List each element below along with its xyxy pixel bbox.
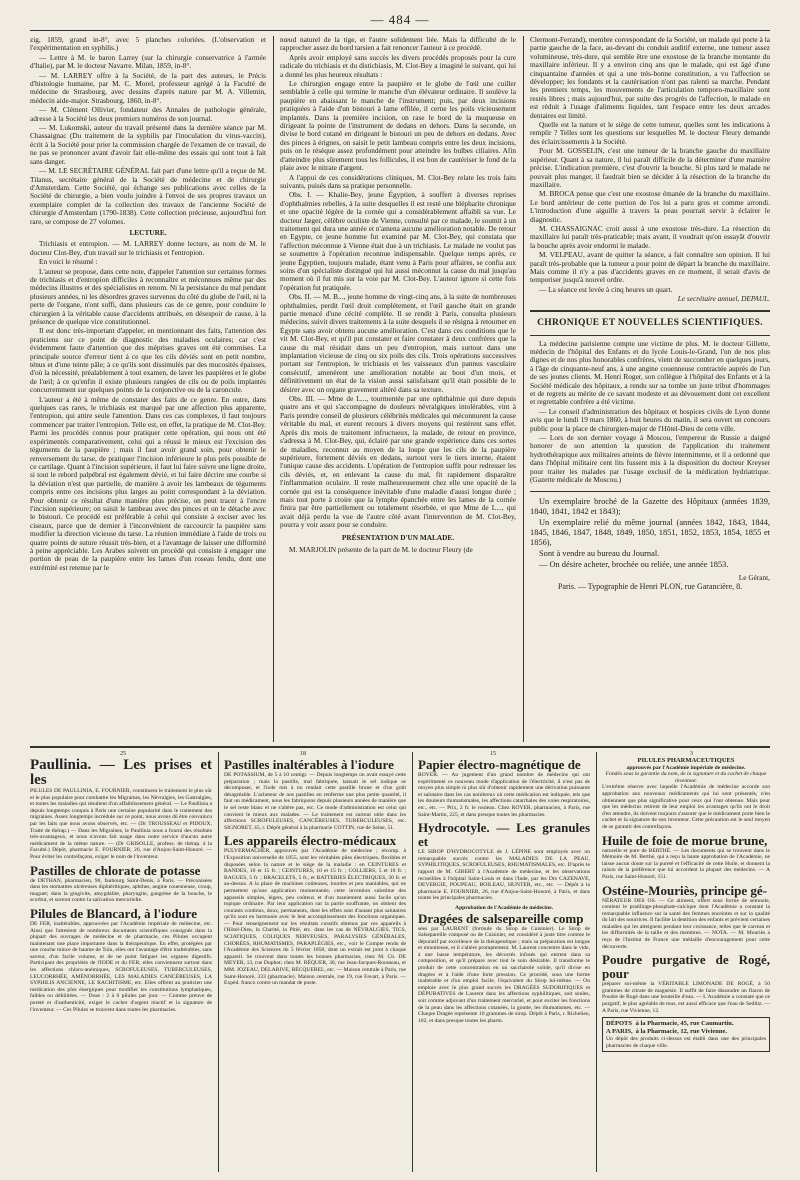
ad-pilules-blancard — [30, 907, 212, 1013]
ad-body: L'extrême réserve avec laquelle l'Académie de médecine accorde son approbation aux nouveaux médicaments qui lui sont présentés, n'en obtiennent que plus significative pour ceux qui l'ont obtenue. Mais pour que les médecins retirent de leur emploi les avantages qu'ils ont le droit d'en attendre, ils doivent toujours s'assurer que le médicament porte bien le cachet et la signature de son inventeur. Cette précaution est le seul moyen de se garantir des contrefaçons. — [602, 784, 770, 830]
paragraph: En voici le résumé : — [39, 257, 98, 267]
ad-title: Dragées de salsepareille comp — [418, 910, 584, 926]
depots-note: Un dépôt des produits ci-dessus est établi dans une des principales pharmacies de chaque ville. — [606, 1036, 766, 1049]
section-heading-presentation: PRÉSENTATION D'UN MALADE. — [341, 532, 455, 542]
ad-title: Ostéine-Mouriès, principe gé- — [602, 882, 767, 898]
ads-divider — [412, 752, 413, 1172]
ad-subhead: approuvés par l'Académie impériale de médecine. — [626, 764, 746, 771]
ads-top-rule — [30, 746, 770, 748]
ad-body: ROYER. — Au jugement d'un grand nombre de médecins qui ont expérimenté ce nouveau mode d'application de l'électricité, il n'est pas de moyen plus simple ni plus sûr d'obtenir rapidement une dérivation puissante et salutaire dans les cas nombreux où cette médication est indiquée, tels que les douleurs rhumatismales, les affections catarrhales des voies respiratoires, etc., etc. — Prix, 2 fr. le rouleau. Chez ROYER, pharmacien, à Paris, rue Saint-Martin, 225, et dans presque toutes les pharmacies. — [418, 772, 590, 818]
paragraph: — M. Clément Ollivier, fondateur des Annales de pathologie générale, adresse à la Société les deux premiers numéros de son journal. — [30, 105, 266, 123]
paragraph: Pour M. GOSSELIN, c'est une tumeur de la branche gauche du maxillaire supérieur. Quant à sa nature, il lui paraît difficile de la déterminer d'une manière précise. L'indication première, c'est d'ouvrir la bouche. Si plus tard le malade ne pouvait plus manger, il faudrait bien se décider à la résection de la branche du maxillaire. — [530, 146, 770, 189]
ad-title: Pilules de Blancard, à l'iodure — [30, 905, 197, 921]
ad-number: 3 — [690, 751, 693, 757]
ad-body: PILULES DE PAULLINIA, E. FOURNIER, constituent le traitement le plus sûr et le plus populaire pour combattre les Migraines, les Névralgies, les Gastralgies, et toutes les maladies qui résultent d'un affaiblissement général. — Le Paullinia a depuis longtemps conquis à Paris une certaine popularité dans le traitement des migraines. Assez longtemps incrédule sur ce point, nous avons dû être convaincu par les faits que nous avons observés, etc. — (Dr TROUSSEAU et PIDOUX, Traité de thérap.) — Dans les Migraines, le Paullinia nous a fourni des résultats très-avantageux, et nous n'avons fait usage dans notre service d'aucun autre médicament de la même nature. — (Dr GRISOLLE, profess. de thérap. à la Faculté.) Dépôt, pharmacie E. FOURNIER, 26, rue d'Anjou-Saint-Honoré. — Pour éviter les contrefaçons, exiger le nom de l'inventeur. — [30, 788, 212, 860]
ads-divider — [596, 752, 597, 1172]
ad-huile-foie-morue — [602, 834, 770, 881]
ad-number: 18 — [300, 751, 306, 757]
paragraph: Obs. I. — Khalie-Bey, jeune Égyptien, à souffert à diverses reprises d'ophthalmies rebelles, à la suite desquelles il est resté une blépharite chronique et une opacité légère de la cornée qui a considérablement affaibli sa vue. Le docteur Jæger, célèbre oculiste de Vienne, consulté par ce malade, le soumit à un traitement qui dura une année et n'amena aucune amélioration notable. De retour en Egypte, ce jeune homme fut examiné par M. Clot-Bey, qui constata que l'affection méconnue à Vienne était due à un trichiasis. Le malade ne voulut pas se soumettre à l'opération reconnue indispensable. Quelque temps après, ce jeune Égyptien, toujours malade, étant venu à Paris pour affaires, se confia aux soins d'un spécialiste distingué qui lui aussi méconnut la cause du mal jusqu'au moment où il fut mis sur la voie par M. Clot-Bey. L'auteur ignore si cette fois l'opération fut pratiquée. — [280, 190, 516, 292]
ad-number: 15 — [490, 751, 496, 757]
ad-subhead-2: Fondés sous la garantie du nom, de la signature et du cachet de chaque inventeur. — [605, 771, 767, 784]
column-right — [530, 36, 770, 742]
paragraph: Obs. III. — Mme de L..., tourmentée par une ophthalmie qui dure depuis quatre ans et qui s'accompagne de douleurs névralgiques intolérables, vint à Paris prendre conseil de plusieurs célébrités médicales qui méconnurent la cause véritable du mal, et eurent recours à divers moyens qui restèrent sans effet. Après dix mois de traitement infructueux, la malade, de retour en province, s'adressa à M. Clot-Bey, qui, éclairé par une grande expérience dans ces sortes de maladies, reconnut au moyen de la loupe que les cils de la paupière supérieure, fortement déviés en dedans, surtout vers le tiers interne, étaient l'unique cause des accidents. L'opération de l'entropion suffit pour redresser les cils déviés, et, en enlevant la cause du mal, fit rapidement disparaître l'inflammation oculaire. Il reste malheureusement chez elle une opacité de la cornée qui est la conséquence inévitable d'une maladie d'aussi longue durée ; mais tout porte à croire que la lymphe épanchée entre les lames de la cornée finira par être partiellement ou totalement résorbée, et que Mme de L..., qui avait déjà perdu la vue de l'autre côté avant l'intervention de M. Clot-Bey, pourra y voir assez pour se conduire. — [280, 394, 516, 530]
paragraph: — M. Lukomski, auteur du travail présenté dans la dernière séance par M. Chassaignac (Du traitement de la syphilis par l'inoculation du virus-vaccin), écrit à la Société pour prier la commission chargée de l'examen de ce travail, de ne pas se prononcer avant d'avoir fait elle-même des essais qui sont tout à fait sans danger. — [30, 123, 266, 166]
paragraph: Il est donc très-important d'appeler, en mentionnant des faits, l'attention des praticiens sur ce point de diagnostic des maladies oculaires; car c'est évidemment faute d'attention que des méprises graves ont été commises. La principale source d'erreur tient à ce que les cils déviés sont en petit nombre, ténus et d'une teinte pâle; à ce qu'ils sont dissimulés par des mucosités épaisses, d'où la nécessité, préalablement à tout examen, de laver les paupières et le globe de l'œil; à ce qu'enfin il existe plusieurs rangées de cils ou de poils implantés concurremment sur quelques points de la conjonctive ou de la caroncule. — [30, 326, 266, 395]
section-heading-lecture: LECTURE. — [129, 227, 167, 237]
ad-paullinia — [30, 758, 212, 861]
ads-divider — [218, 752, 219, 1172]
depot-line: à la Pharmacie, 45, rue Caumartin. — [635, 1020, 734, 1028]
ad-body: sées par LAURENT (formule du Sirop de Cuisinier). Le Sirop de Salsepareille composé ou de Cuisinier, est considéré à juste titre comme le dépuratif par excellence de la thérapeutique ; mais sa préparation est longue et minutieuse, et il s'altère promptement. M. Laurent concentre dans le vide, à une basse température, les décoctés infusés qui entrent dans sa composition, et qu'il prépare avec tout le soin désirable. Il transforme le produit de cette concentration en un saccharolé solide, qu'il divise en dragées et à l'aide d'une forte pression. Ce procédé, sous une forme inaltérable et d'un emploi facile, l'équivalent du Sirop lui-même. — On emploie avec le plus grand succès les DRAGÉES SUDORIFIQUES et DÉPURATIVES de Laurent dans les affections syphilitiques, soit seules, soit comme adjuvant d'un traitement mercuriel, et pour exciter les fonctions de la peau dans les affections cutanées, la goutte, les rhumatismes, etc. — Chaque Dragée représente 10 grammes de sirop. Dépôt à Paris, r. Richelieu, 102, et dans presque toutes les pharm. — [418, 925, 590, 1024]
depots-city: A PARIS, — [606, 1028, 633, 1036]
column-middle — [280, 36, 516, 742]
ad-pilules-pharmaceutiques — [602, 758, 770, 831]
ad-title: Pastilles inaltérables à l'iodure — [224, 758, 394, 772]
paragraph: Clermont-Ferrand), membre correspondant de la Société, un malade qui porte à la partie gauche de la face, au-devant du conduit auditif externe, une tumeur assez volumineuse, très-dure, qui semble être une exostose de la branche montante du maxillaire inférieur. Il y a environ cinq ans que le malade, qui est âgé d'une cinquantaine d'années et qui a une très-bonne constitution, a vu l'affection se développer; les fondants et la cautérisation n'ont pas ralenti sa marche. Pendant les premiers temps, les mouvements de l'articulation temporo-maxillaire sont restés libres ; mais aujourd'hui, par suite des progrès de l'affection, le malade en est réduit à l'usage d'aliments liquides, tant l'espace entre les deux arcades dentaires est limité. — [530, 36, 770, 120]
ad-hydrocotyle — [418, 821, 590, 902]
column-divider — [523, 36, 524, 742]
section-rule — [530, 335, 770, 336]
paragraph: Obs. II. — M. B..., jeune homme de vingt-cinq ans, à la suite de nombreuses ophthalmies, perdit l'œil droit complétement, et l'œil gauche était en grande partie menacé d'une cécité complète. Il se rendit à Paris, consulta plusieurs médecins, suivit divers traitements à la suite desquels il se résigna à retourner en Égypte sans avoir obtenu aucune amélioration. C'est dans ces conditions que le vit M. Clot-Bey, et qu'il put constater et faire constater à deux confrères que la cause du mal résidait dans un peu d'entropion, mais surtout dans une implantation vicieuse de cinq ou six poils des cils. Trois opérations successives portant sur l'entropion, le trichiasis et les vaisseaux d'un pannus vasculaire consécutif, amenèrent une amélioration notable au bout d'un mois, et définitivement un état de la vision aussi satisfaisant qu'il était possible de le désirer avec un organe gravement altéré dans sa texture. — [280, 292, 516, 394]
ad-poudre-roge — [602, 953, 770, 1014]
paragraph: La médecine parisienne compte une victime de plus. M. le docteur Gillette, médecin de l'hôpital des Enfants et du lycée Louis-le-Grand, l'un de nos plus dignes et de nos plus honorables confrères, vient de succomber en quelques jours, à l'âge de cinquante-neuf ans, à une angine couenneuse contractée auprès de l'un de ses jeunes clients. M. Henri Roger, son collègue à l'hôpital des Enfants et à la Société médicale des hôpitaux, a rendu sur sa tombe un juste tribut d'hommages et de regrets au mérite de ce savant modeste et au dévouement dont cet excellent et regrettable confrère a été victime. — [530, 338, 770, 407]
ad-title: Pastilles de chlorate de potasse — [30, 862, 201, 878]
ad-osteine — [602, 884, 770, 951]
paragraph: zig, 1859, grand in-8°, avec 5 planches coloriées. (L'observation et l'expérimentation en syphilis.) — [30, 36, 266, 53]
paragraph: M. MARJOLIN présente de la part de M. le docteur Fleury (de — [289, 544, 473, 554]
ad-body: NÉRATEUR DES OS. — Ce aliment, offert sous forme de semoule, contient le pratilinge-phosphate-calcique dont l'Académie a constaté la remarquable influence sur la santé des femmes enceintes et sur la qualité du lait des nourrices. Il facilite la dentition des enfants et prévient certaines maladies qui les atteignent pendant leur croissance, telles que le carreau et les difformités de la taille et des membres. — NOTA. — M. Mouriès a reçu de l'Institut de France une médaille d'encouragement pour cette découverte. — [602, 897, 770, 950]
header-rule — [30, 30, 770, 31]
ad-dragees — [418, 905, 590, 1025]
ads-column-1 — [30, 758, 212, 1180]
paragraph: — Lors de son dernier voyage à Moscou, l'empereur de Russie a daigné honorer de son attention la question de l'application du traitement hydrothérapique aux militaires atteints de fièvre intermittente, et il a ordonné que dans l'hôpital militaire cent lits fussent mis à la disposition du docteur Kreyser pour traiter les malades par l'usage exclusif de la médication hydriatrique. (Gazette médicale de Moscou.) — [530, 433, 770, 485]
ad-pastilles-iodure — [224, 758, 406, 831]
ad-title: Poudre purgative de Rogé, pour — [602, 952, 770, 982]
gerant-label: Le Gérant, — [738, 572, 770, 582]
ad-title: Hydrocotyle. — Les granules et — [418, 820, 590, 850]
paragraph: nœud naturel de la tige, et l'autre solidement liée. Mais la difficulté de le rapprocher assez du bord tarsien a fait renoncer l'auteur à ce procédé. — [280, 36, 516, 53]
ads-column-4 — [602, 758, 770, 1180]
ad-title: Papier électro-magnétique de — [418, 758, 581, 772]
ad-body: naturelle et pure de BERTHÉ. — Les documents qui se trouvent dans le Mémoire de M. Berthé, qui a reçu la haute approbation de l'Académie, ne laisse aucun doute sur la pureté et l'efficacité de cette Huile, et donnent la raison de la préférence que lui accordent la plupart des médecins. — A Paris, rue Saint-Honoré, 151. — [602, 847, 770, 880]
imprint: Paris. — Typographie de Henri PLON, rue Garancière, 8. — [557, 581, 743, 591]
column-left — [30, 36, 266, 742]
paragraph: M. VELPEAU, avant de quitter la séance, a fait connaître son opinion. Il lui paraît très-probable que la tumeur a pour point de départ la branche du maxillaire. Mais comme il n'y a pas d'accidents graves en ce moment, il serait d'avis de temporiser jusqu'à nouvel ordre. — [530, 250, 770, 285]
chronique-heading: CHRONIQUE ET NOUVELLES SCIENTIFIQUES. — [537, 317, 763, 328]
paragraph: Quelle est la nature et le siége de cette tumeur, quelles sont les indications à remplir ? Telles sont les questions sur lesquelles M. le docteur Fleury demande des éclaircissements à la Société. — [530, 120, 770, 146]
notice-paragraph: — On désire acheter, brochée ou reliée, une année 1853. — [539, 559, 729, 569]
paragraph: L'auteur se propose, dans cette note, d'appeler l'attention sur certaines formes de trichiasis et d'entropion difficiles à reconnaître et méconnues même par des médecins illustres et des spécialistes en renom. Ni la persistance du mal pendant plusieurs années, ni les désordres graves survenus du côté du globe de l'œil, ni la perte de l'organe, n'ont suffi, dans plusieurs cas de ce genre, pour conduire le chirurgien à la véritable cause d'accidents attribués, en désespoir de cause, à la présence de quelque vice constitutionnel. — [30, 266, 266, 326]
paragraph: — La séance est levée à cinq heures un quart. — [539, 284, 673, 294]
paragraph: Trichiasis et entropion. — M. LARREY donne lecture, au nom de M. le docteur Clot-Bey, d'un travail sur le trichiasis et l'entropion. — [30, 239, 266, 257]
ads-column-2 — [224, 758, 406, 1180]
column-divider — [273, 36, 274, 742]
signature: Le secrétaire annuel, DEPAUL. — [677, 294, 770, 304]
ad-appareils-electro — [224, 834, 406, 986]
notice-paragraph: Un exemplaire relié du même journal (années 1842, 1843, 1844, 1845, 1846, 1847, 1848, 1849, 1850, 1851, 1852, 1853, 1854, 1855 et 1856), — [530, 517, 770, 547]
ad-body: DE FER, inaltérables, approuvées par l'Académie impériale de médecine, etc. Ainsi que l'attestent de nombreux documents scientifiques consignés dans la plupart des ouvrages de médecine et de pharmacie, ces Pilules occupent maintenant une place importante dans la thérapeutique. En effet, protégées par une couche mince de baume de Tolu, elles ont l'avantage d'être inaltérables, sans saveur, d'un facile volume, et de ne point fatiguer les organes digestifs. Participant des propriétés de l'IODE et du FER, elles conviennent surtout dans les affections chloro-anémiques, SCROFULEUSES, TUBERCULEUSES, LEUCORRHÉE, AMÉNORRHÉE, LES MALADIES CANCÉREUSES, LA SYPHILIS ANCIENNE, LE RACHITISME, etc. Elles offrent au praticien une médication des plus énergiques pour modifier les constitutions lymphatiques, faibles ou débilitées. — Dose : 2 à 6 pilules par jour. — Comme preuve de pureté et d'authenticité, exiger le cachet d'argent réactif et la signature de l'inventeur. — Ces Pilules se trouvent dans toutes les pharmacies. — [30, 920, 212, 1013]
ad-body: préparer soi-même la VÉRITABLE LIMONADE DE ROGÉ, à 50 grammes de citrate de magnésie. Il suffit de faire dissoudre un flacon de Poudre de Rogé dans une bouteille d'eau. — L'Académie a constaté que ce purgatif, le plus agréable de tous, est aussi efficace que l'eau de Sedlitz. — A Paris, rue Vivienne, 12. — [602, 981, 770, 1014]
ad-approval-head: Approbation de l'Académie de médecine. — [455, 904, 553, 911]
paragraph: — M. LARREY offre à la Société, de la part des auteurs, le Précis d'histologie humaine, par M. C. Morel, professeur agrégé à la Faculté de médecine de Strasbourg, avec dessins d'après nature par M. A. Villemin, médecin aide-major. Strasbourg, 1860, in-8°. — [30, 70, 266, 105]
ad-title: Huile de foie de morue brune, — [602, 832, 768, 848]
paragraph: Après avoir employé sans succès les divers procédés proposés pour la cure radicale du trichiasis et du distichiasis, M. Clot-Bey a imaginé le suivant, qui lui a donné les plus heureux résultats : — [280, 52, 516, 79]
paragraph: — Le conseil d'administration des hôpitaux et hospices civils de Lyon donne avis que le lundi 19 mars 1860, à huit heures du matin, il sera ouvert un concours public pour la place de chirurgien-major de l'Hôtel-Dieu de cette ville. — [530, 406, 770, 433]
ad-body: de DETHAN, pharmacien, 90, faubourg Saint-Denis, à Paris. — Préconisées dans les stomatites ulcéreuses diphtéritiques, aphthes, angine couenneuse, croup, muguet; dans la gingivite, amygdalite, pharyngite, gangrène de la bouche, le scorbut, et surtout contre la salivation mercurielle. — [30, 877, 212, 904]
paragraph: — M. LE SECRÉTAIRE GÉNÉRAL fait part d'une lettre qu'il a reçue de M. Tilanus, secrétaire général de la Société de médecine et de chirurgie d'Amsterdam. Cette Société, qui échange ses publications avec celles de la Société de chirurgie, a bien voulu joindre à l'envoi de ses propres travaux un exemplaire complet de la collection des travaux de l'ancienne Société de chirurgie d'Amsterdam (1790-1838). Cette collection précieuse, aujourd'hui fort rare, se compose de 27 volumes. — [30, 166, 266, 226]
ad-body: LE SIROP D'HYDROCOTYLE de J. LÉPINE sont employés avec un remarquable succès contre les MALADIES DE LA PEAU, SYPHILITIQUES, SCROFULEUSES, RHUMATISMALES, etc. D'après le rapport de M. GIBERT à l'Académie de médecine, et les observations recueillies à l'hôpital Saint-Louis et dans l'Inde, par les Drs CAZENAVE, DEVERGIE, POUPEAU, BOILEAU, HUNTER, etc., etc. — Dépôt à la pharmacie E. FOURNIER, 26, rue d'Anjou-Saint-Honoré, à Paris, et dans toutes les principales pharmacies. — [418, 849, 590, 902]
depots-box — [602, 1017, 770, 1052]
depot-line: à la Pharmacie, 12, rue Vivienne. — [635, 1028, 727, 1036]
ad-title: Les appareils électro-médicaux — [224, 833, 397, 849]
ad-papier-electro — [418, 758, 590, 818]
ad-body: DE POTASSIUM, de 5 à 10 centigr. — Depuis longtemps on avait essayé cette préparation ; mais la pastille, mal fabriquée, laissait le sel iodique se décomposer, et l'iode mis à nu rendait cette pastille brune et d'un goût désagréable. L'acheteur de nos pastilles en renferme une plus petite quantité, il faut un médicament, nous les fabriquons depuis plusieurs années de manière que le sel reste blanc et ne s'altère pas, etc. Ce mode d'administration est celui qui convient le mieux aux malades. — Le traitement est surtout utile dans les affections SCROFULEUSES, CANCÉREUSES, TUBERCULEUSES, etc. SIGNORET, 45, r. Dépôt général à la pharmacie COTTIN, rue de Seine, 51. — [224, 772, 406, 831]
paragraph: M. BROCA pense que c'est une exostose émanée de la branche du maxillaire. Le bord antérieur de cette portion de l'os lui a paru gros et comme arrondi. L'introduction d'une aiguille à travers la peau pourrait servir à éclairer le diagnostic. — [530, 189, 770, 224]
section-rule — [530, 310, 770, 312]
ad-chlorate-potasse — [30, 864, 212, 904]
ads-column-3 — [418, 758, 590, 1180]
ad-body: PULVERMACHER, approuvés par l'Académie de médecine ; récomp. à l'Exposition universelle de 1855, sont les véritables piles électriques, flexibles et disposées selon la nature et le siége de la maladie : en CEINTURES et BANDES, 10 et 15 fr. ; CEINTURES, 10 et 15 fr. ; COLLIERS, 5 et 10 fr. ; BAGUES, 5 fr. ; BRACELETS, 5 fr., et BATTERIES ÉLECTRIQUES, 30 fr. et au-dessus. A la place de machines coûteuses, lourdes et peu maniables, qui ne permettent qu'une application momentanée, cette invention substitue des appareils simples, légers, peu coûteux et d'un maniement aussi facile qu'un topique ordinaire. Par leur application sur la partie souffrante, on obtient des courants continus, doux, permanents, dont les effets sont d'autant plus salutaires qu'ils sont en harmonie avec le lent accomplissement des fonctions organiques. — Pour renseignement sur les résultats curatifs obtenus par ces appareils à l'Hôtel-Dieu, la Charité, la Pitié, etc. dans les cas de NÉVRALGIES, TICS, SCIATIQUES, COLIQUES NERVEUSES, PARALYSIES GÉNÉRALES, CHORÉES, RHUMATISMES, PARAPLÉGIES, etc., voir le Compte rendu de l'Académie des Sciences du 5 février 1858, dont un extrait est joint à chaque appareil. Se trouvent dans toutes les bonnes pharmacies, chez M. Ch. DE MEYER, 13, rue Duphot; chez M. RÉQUER, 30, rue Jean-Jacques-Rousseau, et MM. JOZEAU, DELARIVE, BÉCQUEREL, etc. — Maison centrale à Paris, rue Saint-Honoré, 333 (pharmacie). Maison centrale, rue 19, rue Favart, à Paris. — Expéd. franco contre un mandat de poste. — [224, 848, 406, 987]
notice-paragraph: Un exemplaire broché de la Gazette des Hôpitaux (années 1839, 1840, 1841, 1842 et 1843); — [530, 496, 770, 516]
page-number: — 484 — — [370, 12, 430, 27]
paragraph: Le chirurgien engage entre la paupière et le globe de l'œil une cuiller semblable à celle qui termine le manche d'un élévateur ordinaire. Il soulève la paupière en abaissant le manche de l'instrument; puis, par deux incisions pratiquées à l'aide d'un bistouri à lame effilée, il cerne les poils vicieusement implantés. Dans la première incision, on rase le bord de la muqueuse en dirigeant la pointe de l'instrument de dedans en dehors. Dans la seconde, on divise le bord cutané en dirigeant le bistouri un peu de dehors en dedans. Avec des pinces à érignes, on saisit le petit lambeau compris entre les deux incisions, puis on le résèque assez profondément pour atteindre les bulbes ciliaires. Afin d'atteindre plus sûrement tous les follicules, il est bon de cautériser le fond de la plaie avec le nitrate d'argent. — [280, 79, 516, 173]
ad-head: PILULES PHARMACEUTIQUES — [637, 758, 735, 764]
section-rule — [530, 491, 770, 492]
paragraph: M. CHASSAIGNAC croit aussi à une exostose très-dure. La résection du maxillaire lui paraît très-praticable; mais avant, il voudrait qu'on essayât d'ouvrir la bouche après avoir endormi le malade. — [530, 223, 770, 250]
depots-label: DÉPOTS — [606, 1020, 633, 1028]
paragraph: L'auteur a été à même de constater des faits de ce genre. En outre, dans quelques cas rares, le trichiasis est marqué par une affection plus apparente, l'entropion, qui attire seule l'attention. Dans ces cas complexes, il faut toujours commencer par traiter l'entropion. Telle est, en effet, la pratique de M. Clot-Bey. Parmi les procédés connus pour pratiquer cette opération, qui nous ont été expérimentés comparativement, celui qui a réussi le mieux est l'excision des téguments de la paupière ; mais il faut avoir grand soin, pour obtenir le renversement du tarse, de pratiquer l'incision inférieure le plus près possible de ce cartilage. Quant à l'incision supérieure, il faut lui faire suivre une ligne droite, si tout le rebord palpébral est également dévié, et lui faire décrire une courbe si la déviation n'est que partielle, de manière à avoir les lambeaux de téguments compris entre ces incisions plus larges au point correspondant à la déviation. Pour obtenir ce résultat d'une manière plus précise, on peut tracer à l'encre l'incision supérieure; on saisit le lambeau avec des pinces et on le détache avec le bistouri. Ce procédé est préférable à celui qui consiste à exciser avec les ciseaux, parce que de dernier à l'inconvénient de raccourcir la paupière sans modifier la direction vicieuse du tarse. La réunion immédiate à l'aide de trois ou quatre points de suture réussit très-bien, et a l'avantage de laisser une difformité à peine appréciable. Les Arabes suivent un procédé qui consiste à engager une portion de peau de la paupière entre les lames d'un roseau fendu, dont une extrémité est retenue par le — [30, 394, 266, 572]
paragraph: A l'appui de ces considérations cliniques, M. Clot-Bey relate les trois faits suivants, puisés dans sa pratique personnelle. — [280, 172, 516, 190]
notice-paragraph: Sont à vendre au bureau du Journal. — [539, 548, 660, 558]
paragraph: — Lettre à M. le baron Larrey (sur la chirurgie conservatrice à l'armée d'Italie), par M. le docteur Navarre. Milan, 1859, in-8°. — [30, 52, 266, 71]
ad-title: Paullinia. — Les prises et les — [30, 758, 212, 788]
ad-number: 25 — [120, 751, 126, 757]
